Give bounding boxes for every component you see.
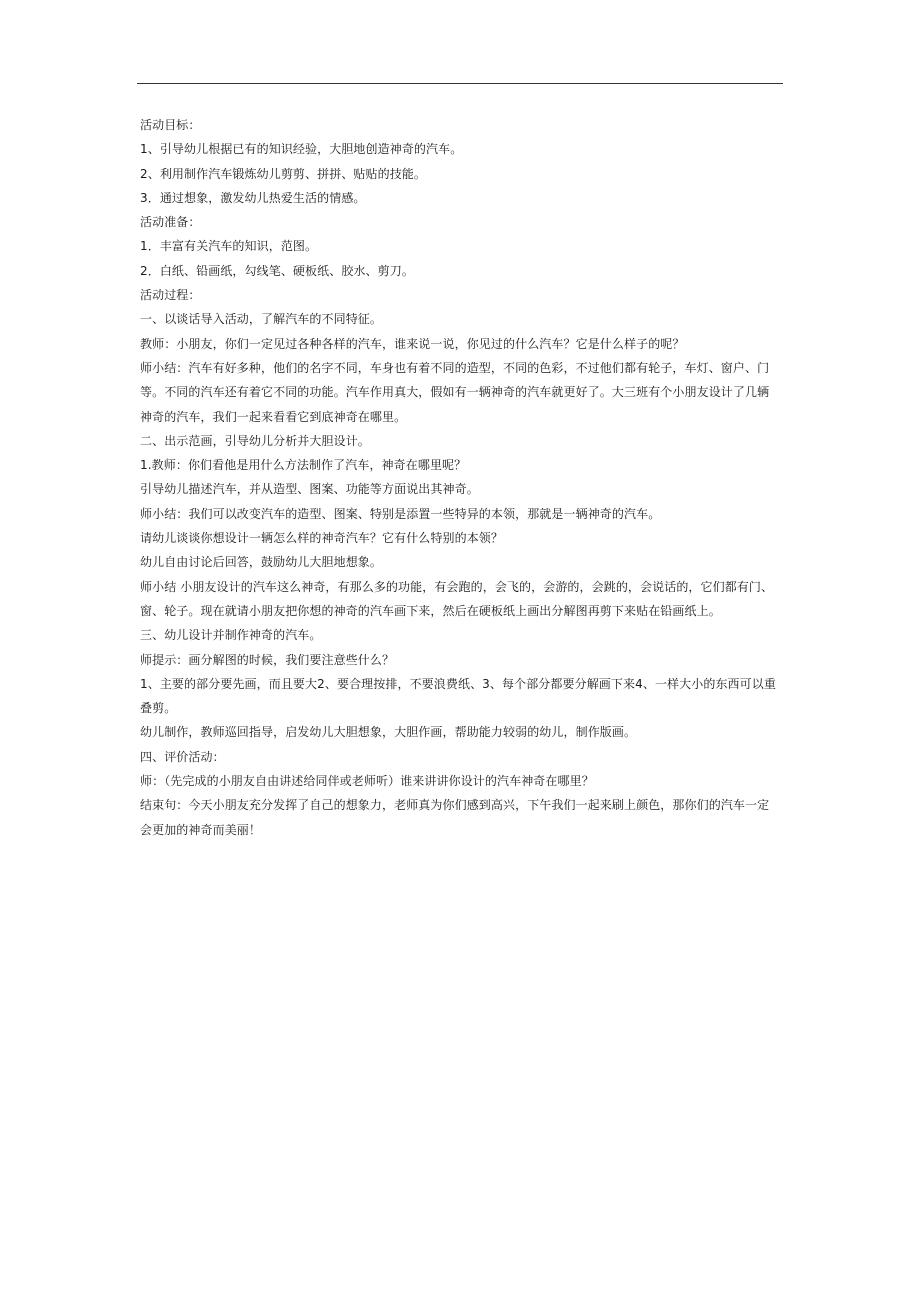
text-line: 1.教师：你们看他是用什么方法制作了汽车，神奇在哪里呢？ — [140, 458, 467, 473]
section-heading-goals: 活动目标： — [140, 118, 201, 132]
text-line: 一、以谈话导入活动，了解汽车的不同特征。 — [140, 312, 383, 327]
text-line: 1、主要的部分要先画，而且要大2、要合理按排，不要浪费纸、3、每个部分都要分解画下来4、一样大小的东西可以重 — [140, 676, 776, 691]
text-line: 师小结：汽车有好多种，他们的名字不同，车身也有着不同的造型，不同的色彩，不过他们都有轮子，车灯、窗户、门 — [140, 360, 770, 375]
text-line: 结束句：今天小朋友充分发挥了自己的想象力，老师真为你们感到高兴，下午我们一起来刷上颜色，那你们的汽车一定 — [140, 798, 770, 813]
text-line: 师：（先完成的小朋友自由讲述给同伴或老师听）谁来讲讲你设计的汽车神奇在哪里？ — [140, 774, 594, 789]
text-line: 会更加的神奇而美丽！ — [140, 822, 262, 837]
text-line: 师小结：我们可以改变汽车的造型、图案、特别是添置一些特异的本领，那就是一辆神奇的汽车。 — [140, 506, 661, 521]
text-line: 引导幼儿描述汽车，并从造型、图案、功能等方面说出其神奇。 — [140, 482, 479, 497]
text-line: 二、出示范画，引导幼儿分析并大胆设计。 — [140, 433, 370, 448]
text-line: 1、引导幼儿根据已有的知识经验，大胆地创造神奇的汽车。 — [140, 142, 463, 157]
section-heading-evaluation: 四、评价活动： — [140, 749, 225, 764]
document-body — [140, 113, 784, 842]
text-line: 2．白纸、铅画纸，勾线笔、硬板纸、胶水、剪刀。 — [140, 263, 414, 278]
text-line: 神奇的汽车，我们一起来看看它到底神奇在哪里。 — [140, 409, 407, 424]
text-line: 师小结 小朋友设计的汽车这么神奇，有那么多的功能，有会跑的，会飞的，会游的，会跳的，会说话的，它们都有门、 — [140, 579, 774, 594]
section-heading-process: 活动过程： — [140, 288, 201, 303]
text-line: 教师：小朋友，你们一定见过各种各样的汽车，谁来说一说，你见过的什么汽车？它是什么样子的呢？ — [140, 336, 685, 351]
text-line: 幼儿自由讨论后回答，鼓励幼儿大胆地想象。 — [140, 555, 383, 570]
text-line: 三、幼儿设计并制作神奇的汽车。 — [140, 628, 322, 643]
text-line: 3．通过想象，激发幼儿热爱生活的情感。 — [140, 190, 366, 205]
text-line: 幼儿制作，教师巡回指导，启发幼儿大胆想象，大胆作画，帮助能力较弱的幼儿，制作版画。 — [140, 725, 637, 740]
text-line: 2、利用制作汽车锻炼幼儿剪剪、拼拼、贴贴的技能。 — [140, 166, 427, 181]
text-line: 叠剪。 — [140, 701, 177, 716]
text-line: 师提示：画分解图的时候，我们要注意些什么？ — [140, 652, 395, 667]
text-line: 窗、轮子。现在就请小朋友把你想的神奇的汽车画下来，然后在硬板纸上画出分解图再剪下来贴在铅画纸上。 — [140, 603, 721, 618]
section-heading-preparation: 活动准备： — [140, 215, 201, 230]
text-line: 请幼儿谈谈你想设计一辆怎么样的神奇汽车？它有什么特别的本领？ — [140, 531, 504, 546]
text-line: 等。不同的汽车还有着它不同的功能。汽车作用真大，假如有一辆神奇的汽车就更好了。大三班有个小朋友设计了几辆 — [140, 385, 770, 400]
text-line: 1．丰富有关汽车的知识，范图。 — [140, 239, 318, 254]
header-rule — [137, 83, 783, 84]
